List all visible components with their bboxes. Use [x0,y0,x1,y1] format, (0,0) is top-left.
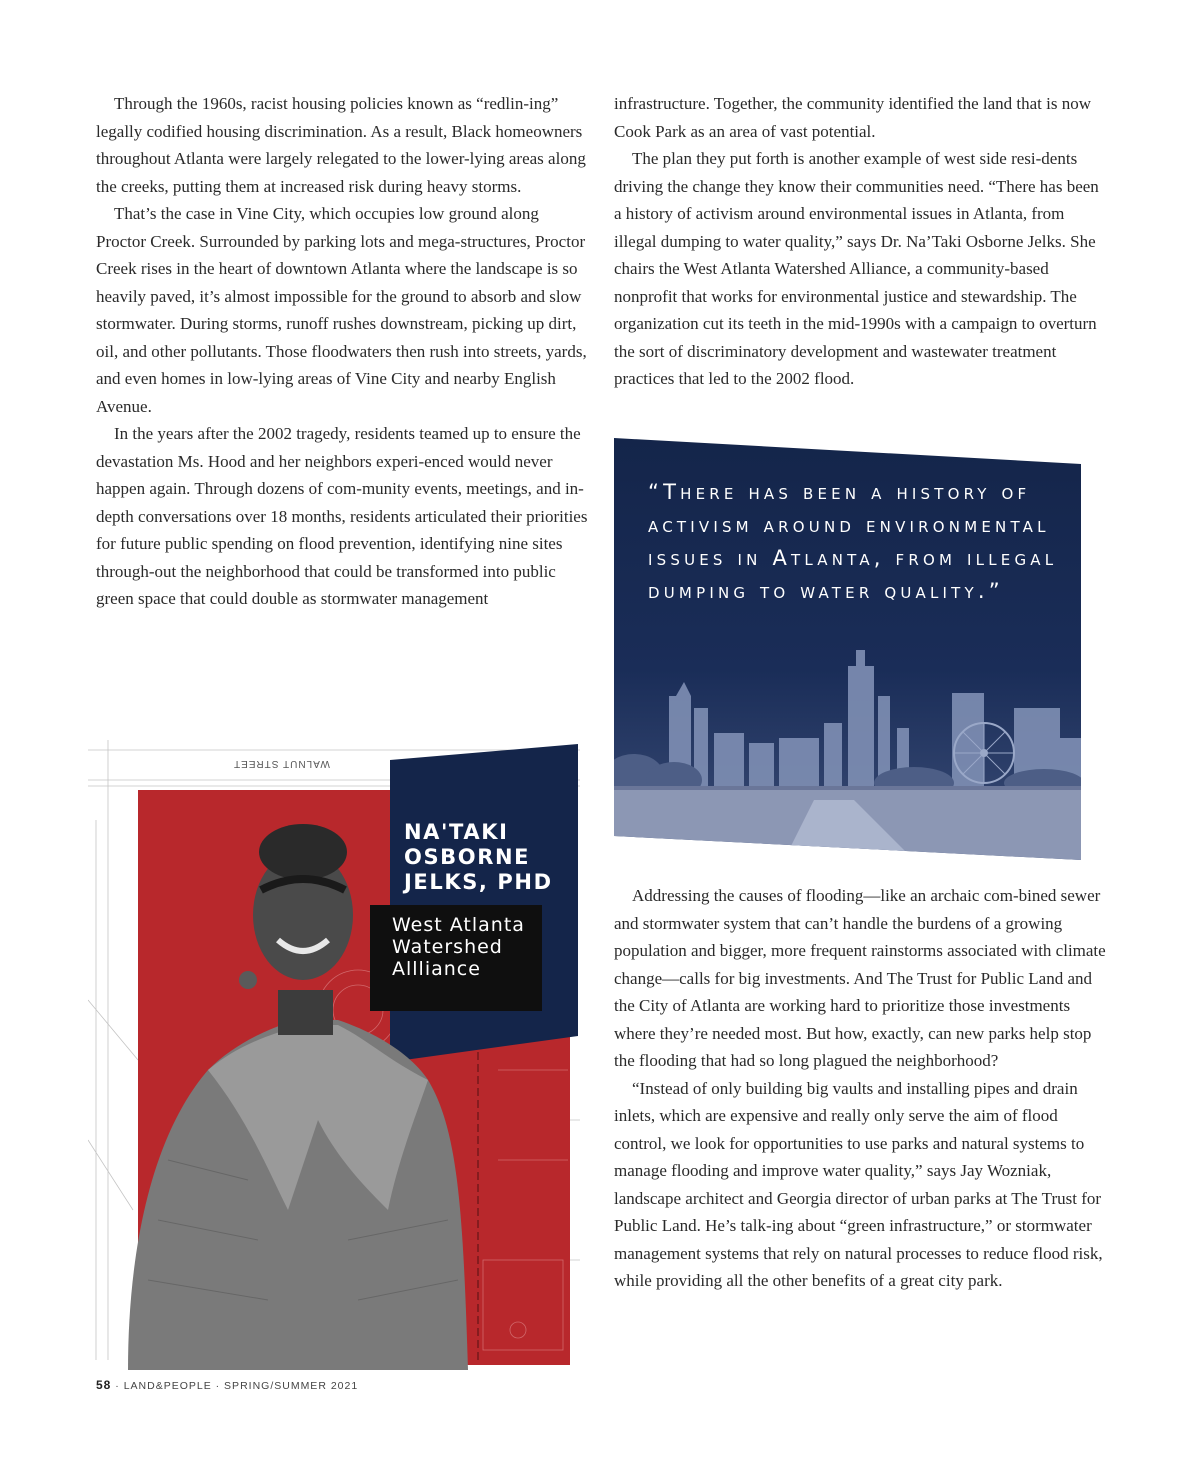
pull-quote-text: “There has been a history of activism around environmental issues in Atlanta, from illegal dumping to water quality.” [648,480,1058,603]
body-paragraph: Through the 1960s, racist housing policies known as “redlin-ing” legally codified housing discrimination. As a result, Black homeowners throughout Atlanta were largely relegated to the lower-lying areas along the creeks, putting them at increased risk during heavy storms. [96,94,586,196]
body-paragraph: In the years after the 2002 tragedy, residents teamed up to ensure the devastation Ms. Hood and her neighbors experi-enced would never happen again. Through dozens of com-munity events, meetings, and in-depth conversations over 18 months, residents articulated their priorities for future public spending on flood prevention, identifying nine sites through-out the neighborhood that could be transformed into public green space that could double as stormwater management [96,424,588,608]
page-footer [96,1378,358,1392]
profile-name: NA'TAKI OSBORNE JELKS, PHD [404,820,553,894]
page-number: 58 [96,1378,112,1392]
pull-quote-panel [614,438,1081,860]
body-paragraph: “Instead of only building big vaults and installing pipes and drain inlets, which are expensive and really only serve the aim of flood control, we look for opportunities to use parks and natural systems to manage flooding and improve water quality,” says Jay Wozniak, landscape architect and Georgia director of urban parks at The Trust for Public Land. He’s talk-ing about “green infrastructure,” or stormwater management systems that rely on natural processes to reduce flood risk, while providing all the other benefits of a great city park. [614,1078,1103,1290]
right-column-top-text [614,90,1106,393]
left-column-text [96,90,588,613]
body-paragraph: Addressing the causes of flooding—like an archaic com-bined sewer and stormwater system that can’t handle the burdens of a growing population and bigger, more frequent rainstorms associated with climate change—calls for big investments. And The Trust for Public Land and the City of Atlanta are working hard to prioritize those investments where they’re needed most. But how, exactly, can new parks help stop the flooding that had so long plagued the neighborhood? [614,886,1106,1070]
publication-info: · LAND&PEOPLE · SPRING/SUMMER 2021 [115,1380,359,1392]
profile-portrait [88,740,580,1370]
plan-street-label: WALNUT STREET [233,758,330,769]
body-paragraph: infrastructure. Together, the community identified the land that is now Cook Park as an area of vast potential. [614,94,1091,141]
body-paragraph: That’s the case in Vine City, which occupies low ground along Proctor Creek. Surrounded by parking lots and mega-structures, Proctor Creek rises in the heart of downtown Atlanta where the landscape is so heavily paved, it’s almost impossible for the ground to absorb and slow stormwater. During storms, runoff rushes downstream, picking up dirt, oil, and other pollutants. Those floodwaters then rush into streets, yards, and even homes in low-lying areas of Vine City and nearby English Avenue. [96,204,587,416]
organization-box [370,905,542,1011]
profile-organization: West Atlanta Watershed Allliance [392,914,525,980]
body-paragraph: The plan they put forth is another example of west side resi-dents driving the change they know their communities need. “There has been a history of activism around environmental issues in Atlanta, from illegal dumping to water quality,” says Dr. Na’Taki Osborne Jelks. She chairs the West Atlanta Watershed Alliance, a community-based nonprofit that works for environmental justice and stewardship. The organization cut its teeth in the mid-1990s with a campaign to overturn the sort of discriminatory development and wastewater treatment practices that led to the 2002 flood. [614,149,1099,388]
right-column-bottom-text [614,882,1106,1295]
